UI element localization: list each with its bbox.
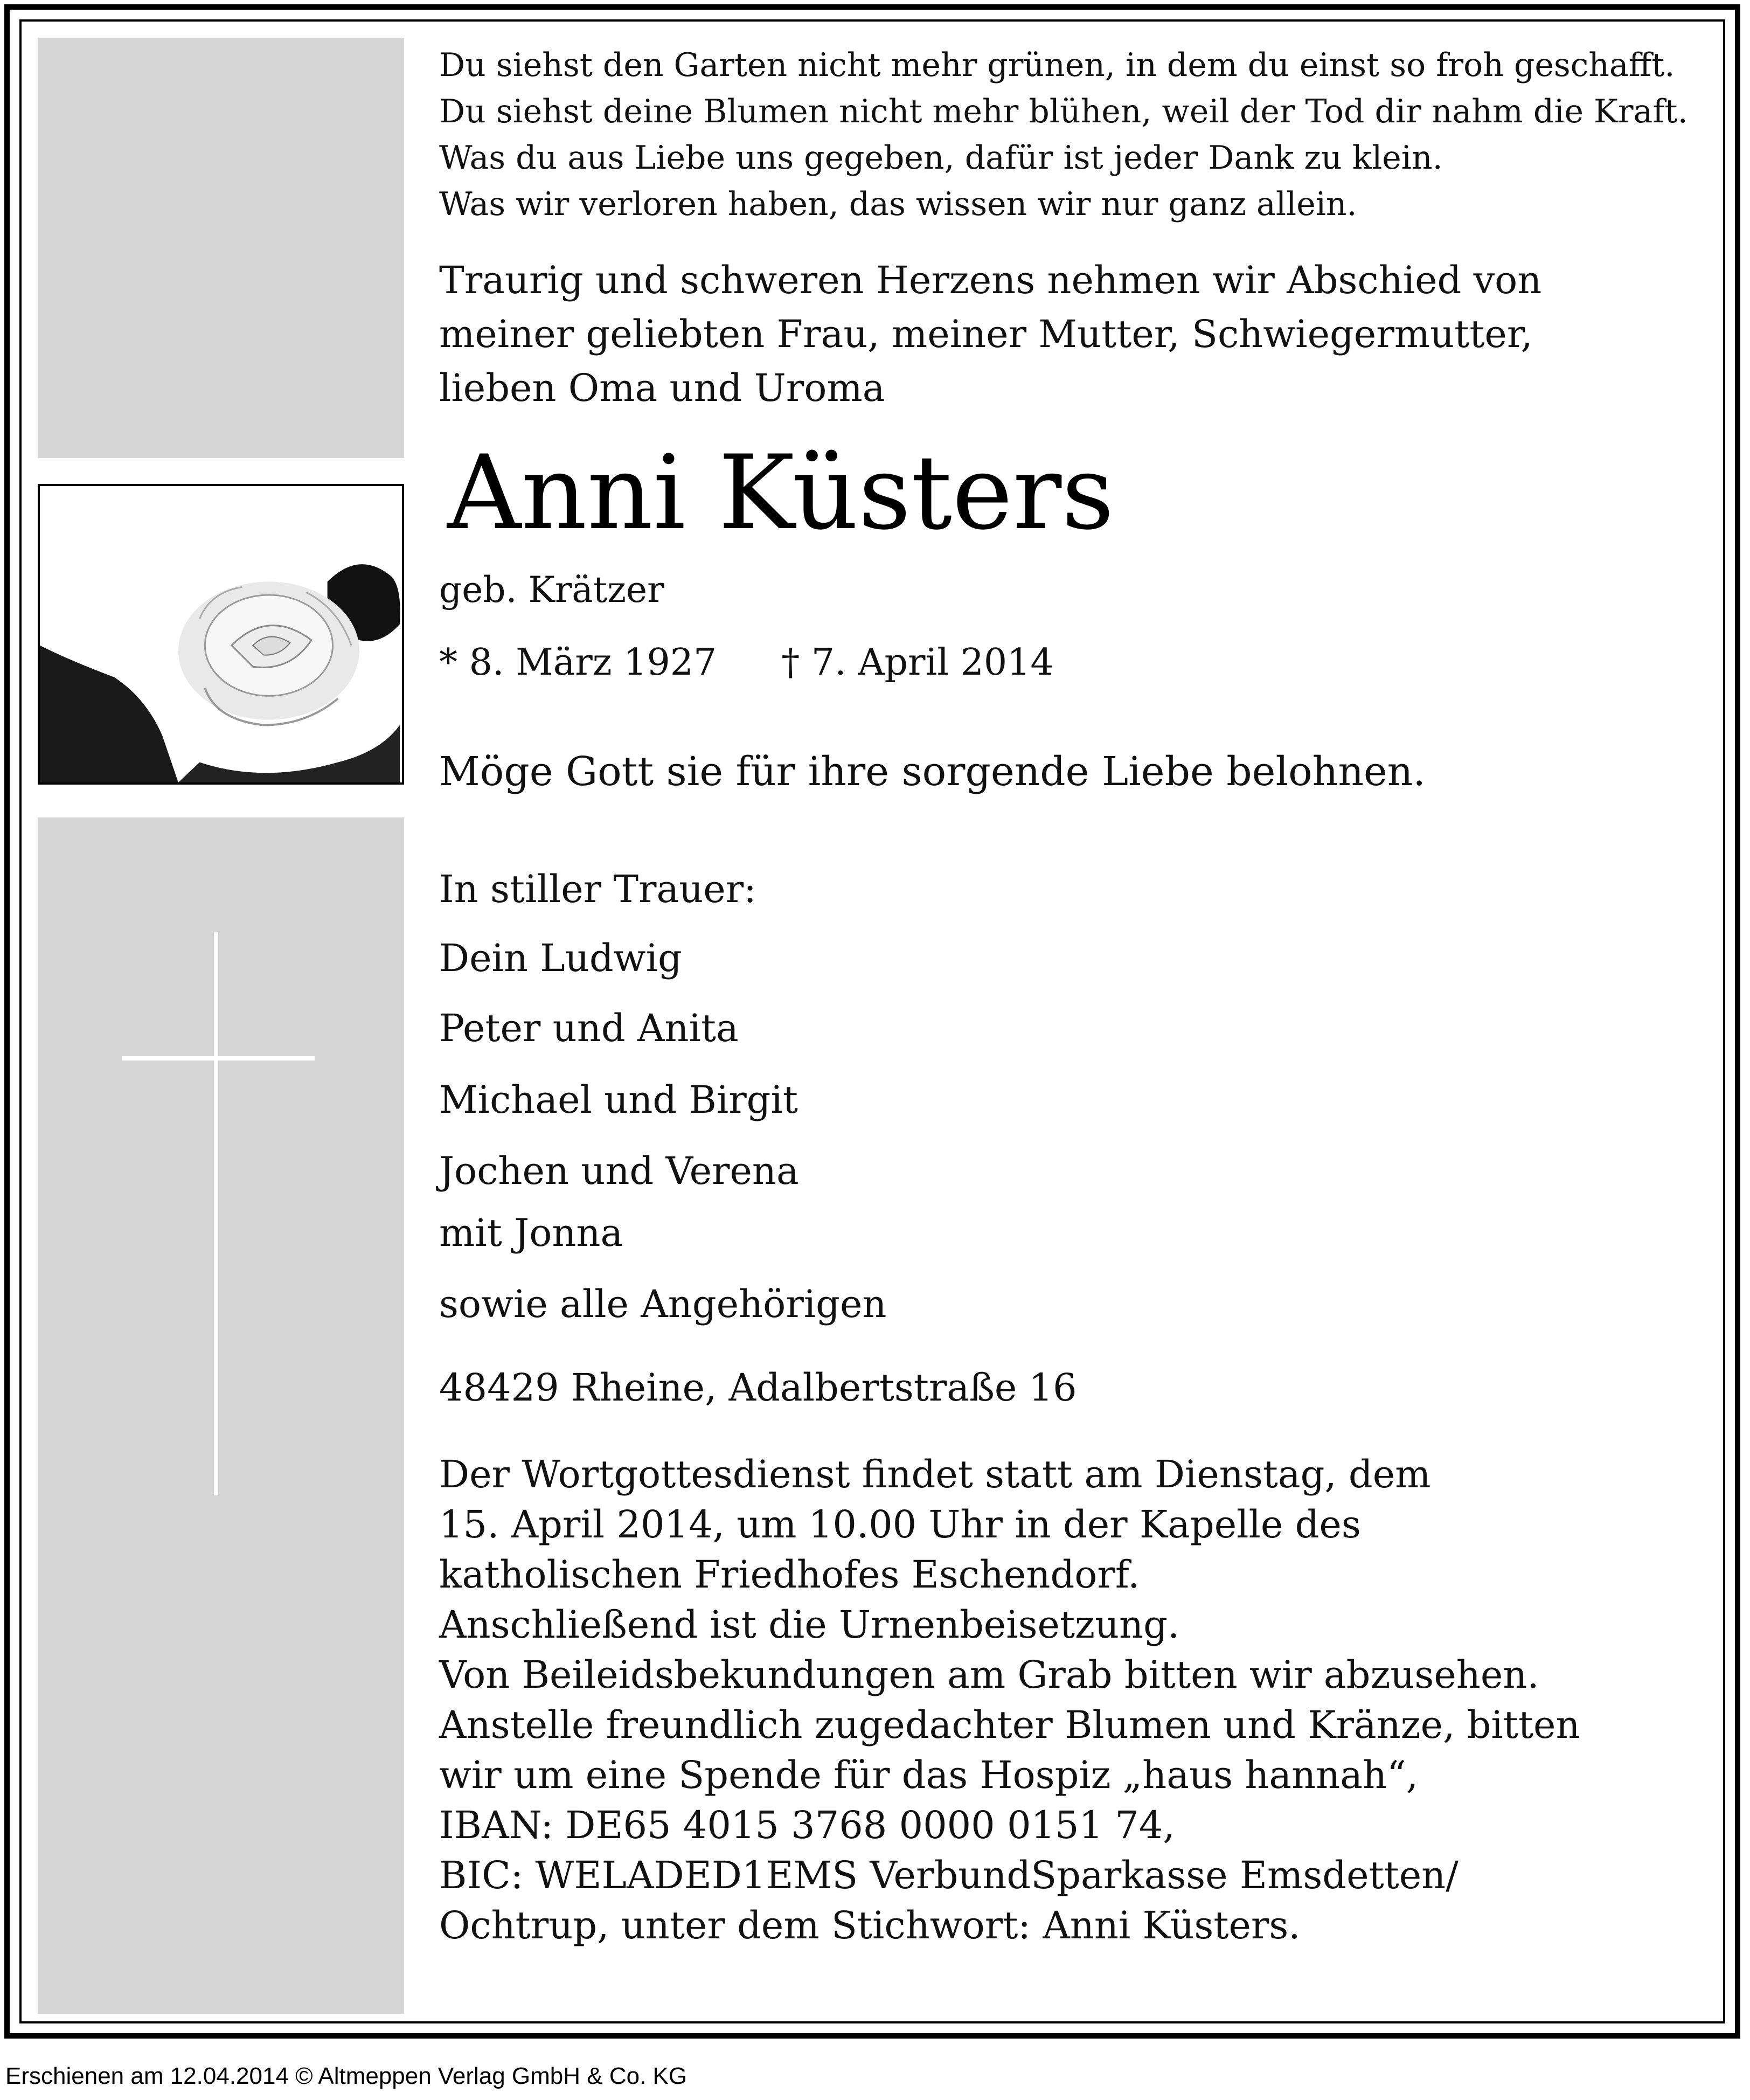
mourner-name: sowie alle Angehörigen: [439, 1282, 887, 1326]
service-line: Anschließend ist die Urnenbeisetzung.: [439, 1603, 1180, 1647]
birth-date: * 8. März 1927: [439, 641, 717, 684]
mourner-name: mit Jonna: [439, 1211, 623, 1255]
rose-icon: [40, 486, 402, 782]
mourner-name: Michael und Birgit: [439, 1078, 798, 1122]
intro-line: meiner geliebten Frau, meiner Mutter, Schwiegermutter,: [439, 312, 1533, 356]
service-line: katholischen Friedhofes Eschendorf.: [439, 1553, 1140, 1597]
poem-line: Was wir verloren haben, das wissen wir nur ganz allein.: [439, 185, 1357, 223]
rose-image: [38, 484, 404, 785]
service-line: Anstelle freundlich zugedachter Blumen und Kränze, bitten: [439, 1703, 1580, 1747]
intro-text: [439, 253, 1541, 415]
service-line: Ochtrup, unter dem Stichwort: Anni Küsters.: [439, 1903, 1301, 1947]
poem: [439, 42, 1688, 227]
poem-line: Du siehst deine Blumen nicht mehr blühen, weil der Tod dir nahm die Kraft.: [439, 93, 1688, 130]
life-dates: [439, 639, 1054, 687]
mourner-name: Peter und Anita: [439, 1006, 739, 1050]
deceased-name: Anni Küsters: [447, 433, 1114, 552]
gray-panel-bottom: [38, 817, 404, 2014]
intro-line: lieben Oma und Uroma: [439, 366, 885, 410]
publication-footer: Erschienen am 12.04.2014 © Altmeppen Verlag GmbH & Co. KG: [5, 2063, 688, 2089]
poem-line: Was du aus Liebe uns gegeben, dafür ist jeder Dank zu klein.: [439, 139, 1443, 177]
poem-line: Du siehst den Garten nicht mehr grünen, in dem du einst so froh geschafft.: [439, 46, 1675, 84]
maiden-name: geb. Krätzer: [439, 569, 664, 611]
address: 48429 Rheine, Adalbertstraße 16: [439, 1366, 1077, 1410]
service-line: Von Beileidsbekundungen am Grab bitten wir abzusehen.: [439, 1653, 1539, 1697]
mourner-name: Dein Ludwig: [439, 936, 682, 980]
death-date: † 7. April 2014: [781, 641, 1054, 684]
mourner-name: Jochen und Verena: [439, 1149, 799, 1193]
service-line: IBAN: DE65 4015 3768 0000 0151 74,: [439, 1803, 1175, 1847]
gray-panel-top: [38, 38, 404, 458]
cross-bar: [122, 1056, 315, 1061]
cross-icon: [214, 932, 218, 1495]
intro-line: Traurig und schweren Herzens nehmen wir Abschied von: [439, 258, 1542, 302]
service-line: BIC: WELADED1EMS VerbundSparkasse Emsdetten/: [439, 1853, 1459, 1897]
service-line: Der Wortgottesdienst findet statt am Dienstag, dem: [439, 1452, 1431, 1496]
mourners-heading: In stiller Trauer:: [439, 867, 756, 911]
blessing: Möge Gott sie für ihre sorgende Liebe belohnen.: [439, 748, 1426, 795]
service-line: 15. April 2014, um 10.00 Uhr in der Kapelle des: [439, 1502, 1361, 1547]
service-line: wir um eine Spende für das Hospiz „haus hannah“,: [439, 1753, 1419, 1797]
service-info: [439, 1450, 1580, 1951]
